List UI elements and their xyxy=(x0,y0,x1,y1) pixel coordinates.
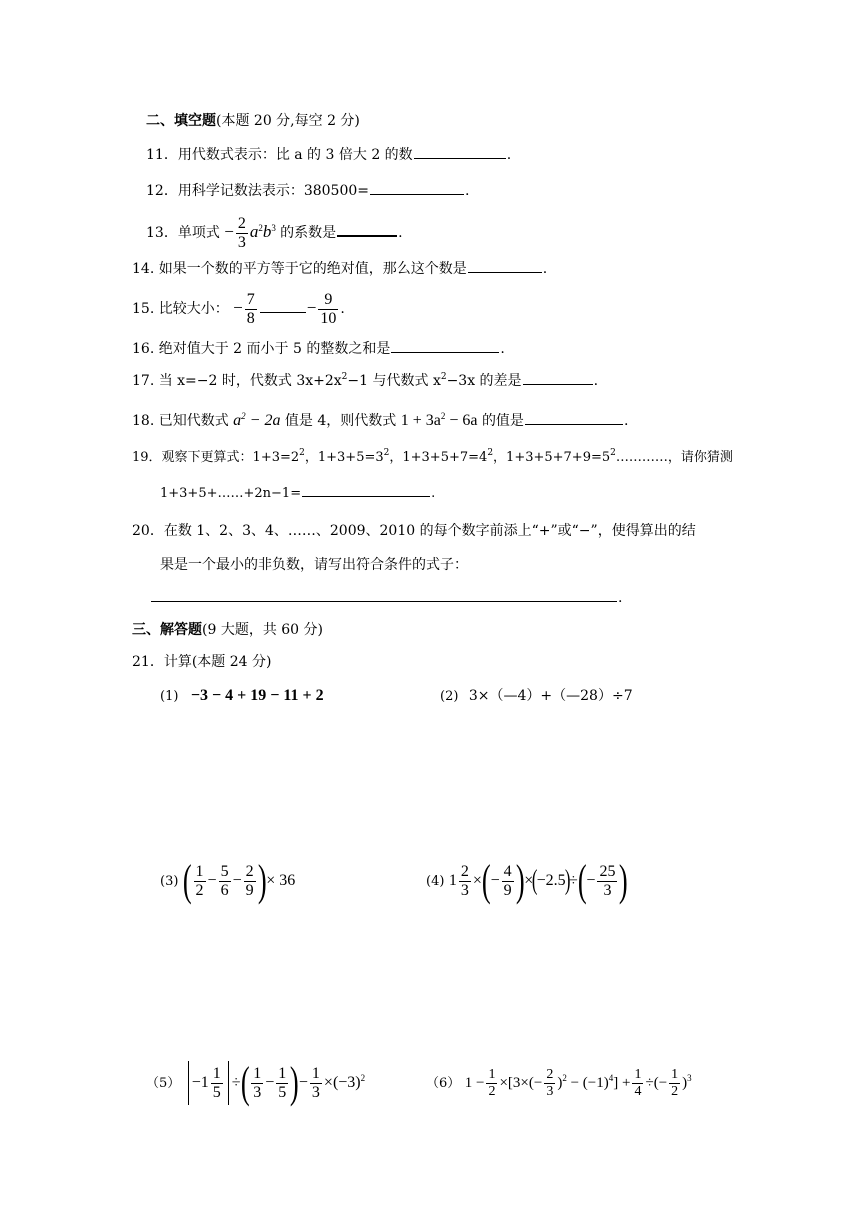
question-14-text: 14. 如果一个数的平方等于它的绝对值，那么这个数是 xyxy=(132,261,467,277)
denominator: 3 xyxy=(460,881,469,899)
period: . xyxy=(340,301,345,317)
answer-blank-16[interactable] xyxy=(391,338,499,353)
question-18-suffix: 的值是 xyxy=(481,413,524,429)
problem-4-label: (4) xyxy=(426,874,445,889)
minus-sign: − xyxy=(233,298,243,317)
problem-4 xyxy=(426,858,628,905)
numerator: 7 xyxy=(246,290,255,308)
problem-4-expression: 1 $\frac{2}{3}$ ×(− $\frac{4}{9}$ )×(−2.5)÷(− $\frac{25}{3}$ ) xyxy=(448,856,629,906)
exponent: 2 xyxy=(487,448,494,458)
question-19 xyxy=(132,448,733,468)
denominator: 9 xyxy=(245,881,254,899)
mixed-whole: 1 xyxy=(448,872,457,889)
denominator: 3 xyxy=(311,1083,320,1101)
exponent: 2 xyxy=(440,411,446,421)
section-2-heading xyxy=(146,111,360,131)
question-13-suffix: 的系数是 xyxy=(280,225,337,241)
left-paren: ( xyxy=(532,865,538,897)
exponent: 2 xyxy=(440,372,447,382)
denominator: 8 xyxy=(246,309,255,327)
problem-2-label: (2) xyxy=(440,689,459,704)
question-13 xyxy=(146,210,403,255)
question-19-text: 19．观察下更算式：1+3=2 xyxy=(132,450,300,465)
question-20-text: 20．在数 1、2、3、4、……、2009、2010 的每个数字前添上“+”或“−”，使得算出的结 xyxy=(132,523,696,539)
fraction-b xyxy=(306,290,341,327)
fraction xyxy=(245,291,257,328)
exponent: 2 xyxy=(562,1073,567,1083)
right-paren: ) xyxy=(564,865,571,897)
answer-blank-15[interactable] xyxy=(260,290,306,313)
numerator: 2 xyxy=(546,1067,554,1083)
denominator: 3 xyxy=(603,881,612,899)
fraction xyxy=(236,215,248,252)
right-paren: ) xyxy=(515,856,525,906)
problem-3-tail: × 36 xyxy=(266,872,296,889)
question-21 xyxy=(132,652,271,672)
question-18 xyxy=(132,410,628,431)
question-18-mid: 值是 4，则代数式 xyxy=(284,413,397,429)
answer-blank-13[interactable] xyxy=(337,221,397,237)
numerator: 25 xyxy=(599,862,616,880)
fraction xyxy=(669,1067,680,1100)
exponent: 2 xyxy=(241,411,246,421)
problem-2 xyxy=(440,686,633,707)
problem-5-expression: −1 $\frac{1}{5}$ ÷( $\frac{1}{3}$ − $\frac{1}{5}$ )− $\frac{1}{3}$ $\times(-3)^2$ xyxy=(185,1074,365,1091)
exponent: 2 xyxy=(360,1073,366,1083)
answer-blank-20[interactable] xyxy=(151,587,617,602)
denominator: 3 xyxy=(253,1083,262,1101)
question-20 xyxy=(132,521,696,541)
period: . xyxy=(542,261,548,277)
fraction xyxy=(244,863,256,900)
mixed-whole: 1 xyxy=(200,1074,209,1091)
numerator: 1 xyxy=(671,1067,679,1083)
answer-blank-18[interactable] xyxy=(525,410,623,425)
expr-part: ) xyxy=(682,1075,688,1091)
denominator: 5 xyxy=(212,1083,221,1101)
numerator: 9 xyxy=(318,291,338,310)
expression-1 xyxy=(233,412,280,429)
question-17-text-b: −1 与代数式 x xyxy=(347,373,441,389)
expr-part: − (−1) xyxy=(566,1075,609,1091)
answer-blank-19[interactable] xyxy=(302,482,430,497)
problem-3-label: (3) xyxy=(160,874,179,889)
right-paren: ) xyxy=(257,856,267,906)
question-19-expression: 1+3+5+……+2n−1= xyxy=(160,486,302,501)
denominator: 3 xyxy=(546,1084,554,1100)
numerator: 2 xyxy=(460,862,469,880)
numerator: 4 xyxy=(503,862,512,880)
left-paren: ( xyxy=(182,856,192,906)
expr-part: a xyxy=(233,412,242,429)
fraction xyxy=(251,1065,263,1102)
problem-5-tail: ×(−3) xyxy=(323,1074,361,1091)
question-12 xyxy=(146,180,469,201)
absolute-bar xyxy=(188,1061,189,1105)
question-21-text: 21．计算(本题 24 分) xyxy=(132,654,272,670)
question-16 xyxy=(132,338,505,359)
section-3-note: (9 大题，共 60 分) xyxy=(202,622,323,638)
variable-a: a xyxy=(249,222,259,241)
question-19-line-2 xyxy=(160,482,435,504)
numerator: 1 xyxy=(634,1067,642,1083)
denominator: 2 xyxy=(195,881,204,899)
question-19-text: ，1+3+5+7=4 xyxy=(389,450,488,465)
period: . xyxy=(398,225,403,241)
expr-part: ] + xyxy=(613,1075,631,1091)
minus-sign: − xyxy=(224,222,234,241)
period: . xyxy=(618,590,623,606)
question-11-text: 11．用代数式表示：比 a 的 3 倍大 2 的数 xyxy=(146,147,413,163)
section-3-title: 三、解答题 xyxy=(132,622,202,638)
problem-3 xyxy=(160,858,295,905)
problem-6-label: （6） xyxy=(426,1076,461,1091)
absolute-bar xyxy=(228,1061,229,1105)
problem-5-label: （5） xyxy=(146,1076,181,1091)
question-19-text: ，1+3+5=3 xyxy=(304,450,384,465)
question-15 xyxy=(132,286,345,331)
problem-1 xyxy=(160,686,324,707)
question-17-text-c: −3x 的差是 xyxy=(446,373,522,389)
problem-5 xyxy=(146,1060,365,1107)
expr-part: ÷(− xyxy=(645,1075,668,1091)
expression-2 xyxy=(401,412,478,429)
fraction xyxy=(502,863,514,900)
problem-6 xyxy=(426,1060,692,1107)
expr-part: 1 + 3a xyxy=(400,412,441,429)
monomial-expression xyxy=(224,214,280,251)
denominator: 10 xyxy=(320,309,337,327)
exponent: 3 xyxy=(687,1073,692,1083)
denominator: 2 xyxy=(671,1084,679,1100)
problem-6-expression xyxy=(464,1067,692,1100)
denominator: 5 xyxy=(278,1083,287,1101)
numerator: 1 xyxy=(195,862,204,880)
expr-part: − 2a xyxy=(245,412,281,429)
left-paren: ( xyxy=(481,856,491,906)
section-2-note: (本题 20 分,每空 2 分) xyxy=(216,113,360,129)
question-19-text: ，1+3+5+7+9=5 xyxy=(493,450,611,465)
denominator: 6 xyxy=(220,881,229,899)
decimal-value: −2.5 xyxy=(536,872,566,889)
fraction xyxy=(318,291,338,328)
answer-blank-17[interactable] xyxy=(523,370,593,385)
question-15-text: 15. 比较大小： xyxy=(132,301,229,317)
right-paren: ) xyxy=(290,1058,299,1108)
fraction xyxy=(459,863,471,900)
question-18-text: 18. 已知代数式 xyxy=(132,413,229,429)
question-16-text: 16. 绝对值大于 2 而小于 5 的整数之和是 xyxy=(132,341,391,357)
expr-part: ×[3×(− xyxy=(499,1075,543,1091)
section-2-title: 二、填空题 xyxy=(146,113,216,129)
exponent: 2 xyxy=(299,448,305,458)
section-3-heading xyxy=(132,620,323,640)
exponent: 2 xyxy=(258,223,263,233)
fraction xyxy=(486,1067,497,1100)
numerator: 1 xyxy=(212,1064,221,1082)
period: . xyxy=(500,341,505,357)
fraction xyxy=(194,863,206,900)
denominator: 9 xyxy=(503,881,512,899)
period: . xyxy=(623,413,629,429)
answer-blank-12[interactable] xyxy=(370,180,464,195)
fraction xyxy=(310,1065,322,1102)
fraction xyxy=(544,1067,555,1100)
fraction-a xyxy=(233,290,259,327)
fraction xyxy=(276,1065,288,1102)
denominator: 2 xyxy=(488,1084,496,1100)
period: . xyxy=(431,486,436,501)
question-20-answer-line xyxy=(150,587,622,608)
exponent: 2 xyxy=(341,372,348,382)
minus-sign: − xyxy=(306,298,317,317)
exponent: 2 xyxy=(383,448,390,458)
expr-part: − 6a xyxy=(445,412,478,429)
numerator: 1 xyxy=(278,1064,287,1082)
problem-3-expression: ( $\frac{1}{2}$ − $\frac{5}{6}$ − $\frac{2}{9}$ )× 36 xyxy=(182,856,296,906)
question-14 xyxy=(132,258,547,279)
right-paren: ) xyxy=(619,856,629,906)
question-20-line-2 xyxy=(160,555,468,575)
problem-1-expression: −3 − 4 + 19 − 11 + 2 xyxy=(190,687,324,704)
numerator: 1 xyxy=(311,1064,320,1082)
numerator: 5 xyxy=(220,862,229,880)
period: . xyxy=(506,147,512,163)
denominator: 4 xyxy=(634,1084,642,1100)
question-19-text: …………，请你猜测 xyxy=(615,450,733,465)
fraction xyxy=(597,863,617,900)
fraction xyxy=(211,1065,223,1102)
fraction xyxy=(219,863,231,900)
numerator: 2 xyxy=(245,862,254,880)
numerator: 1 xyxy=(253,1064,262,1082)
expr-part: 1 − xyxy=(464,1075,485,1091)
left-paren: ( xyxy=(240,1058,250,1108)
question-17-text-a: 17. 当 x=−2 时，代数式 3x+2x xyxy=(132,373,342,389)
answer-blank-14[interactable] xyxy=(468,258,542,273)
period: . xyxy=(465,183,470,199)
problem-1-label: (1) xyxy=(160,689,179,704)
question-20-text: 果是一个最小的非负数，请写出符合条件的式子： xyxy=(160,557,468,573)
numerator: 2 xyxy=(237,214,246,232)
question-11 xyxy=(146,144,511,165)
answer-blank-11[interactable] xyxy=(414,144,506,159)
left-paren: ( xyxy=(577,856,587,906)
expr-part: ) xyxy=(557,1075,563,1091)
denominator: 3 xyxy=(237,233,246,251)
question-17 xyxy=(132,370,598,391)
problem-2-expression: 3×（—4）+（—28）÷7 xyxy=(468,688,633,704)
fraction xyxy=(632,1067,643,1100)
exponent: 4 xyxy=(608,1073,614,1083)
numerator: 1 xyxy=(488,1067,496,1083)
question-13-text: 13．单项式 xyxy=(146,225,220,241)
question-12-text: 12．用科学记数法表示：380500= xyxy=(146,183,369,199)
exponent: 2 xyxy=(610,448,616,458)
variable-b: b xyxy=(262,222,272,241)
period: . xyxy=(593,373,599,389)
exponent: 3 xyxy=(271,223,276,233)
